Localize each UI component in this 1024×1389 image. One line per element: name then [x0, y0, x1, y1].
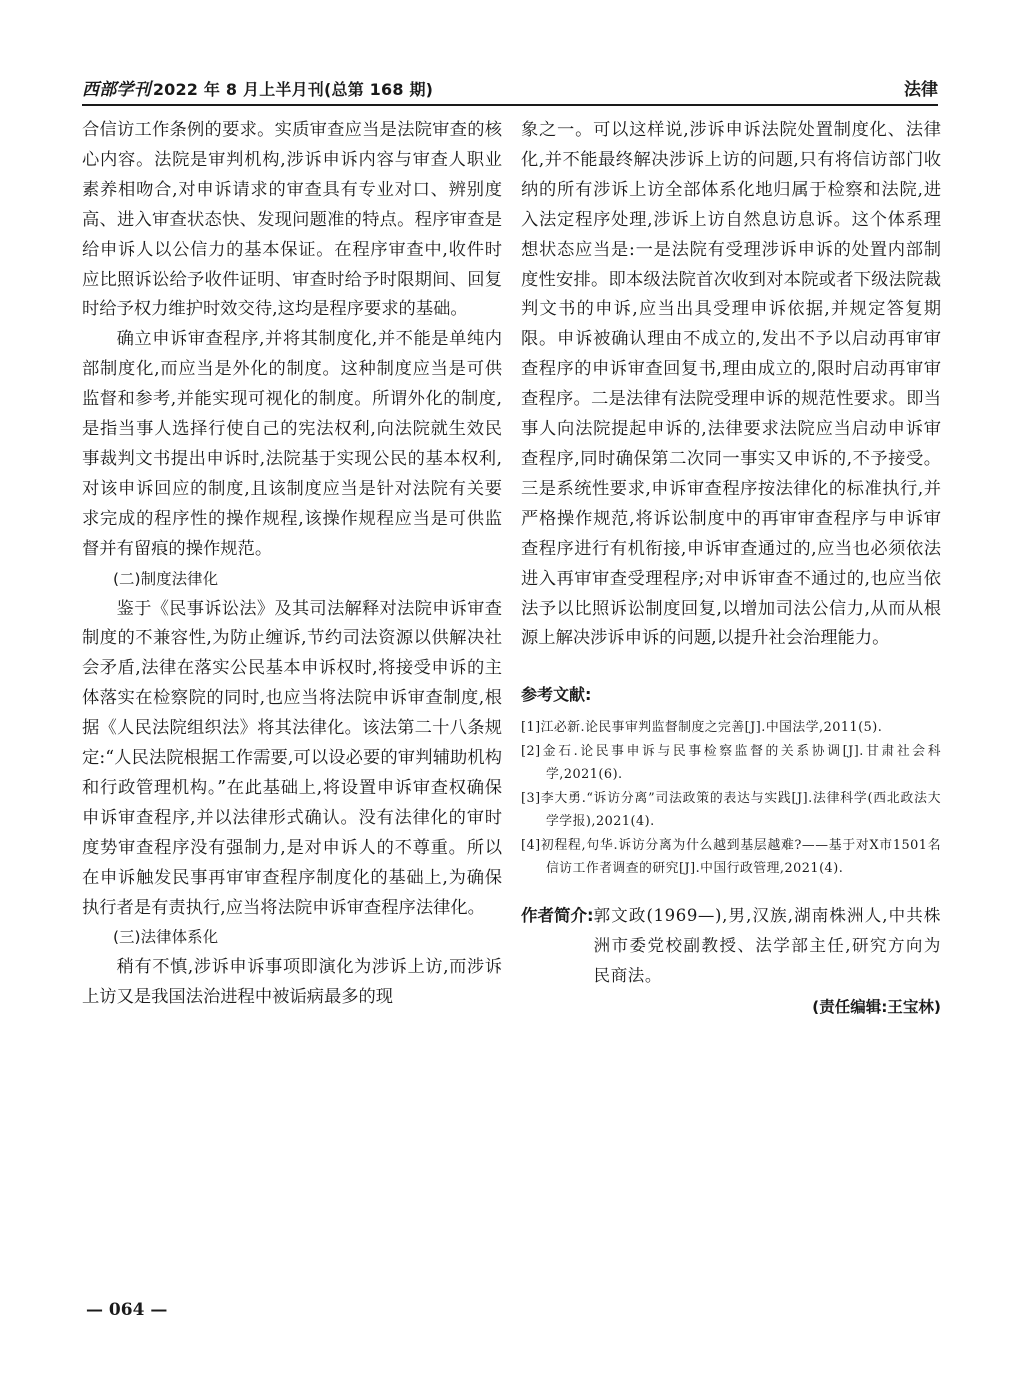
header-journal-info	[82, 75, 433, 100]
author-bio	[521, 901, 941, 991]
section-heading: (二)制度法律化	[113, 569, 219, 588]
reference-item: [1]江必新.论民事审判监督制度之完善[J].中国法学,2011(5).	[521, 720, 883, 736]
responsible-editor: (责任编辑:王宝林)	[812, 997, 941, 1016]
running-header	[82, 72, 938, 106]
section-name: 法律	[904, 80, 938, 100]
reference-item: [2]金石.论民事申诉与民事检察监督的关系协调[J].甘肃社会科学,2021(6).	[521, 743, 941, 783]
paragraph: 鉴于《民事诉讼法》及其司法解释对法院申诉审查制度的不兼容性,为防止缠诉,节约司法资源以供解决社会矛盾,法律在落实公民基本申诉权时,将接受申诉的主体落实在检察院的同时,也应当将法院申诉审查制度,根据《人民法院组织法》将其法律化。该法第二十八条规定:“人民法院根据工作需要,可以设必要的审判辅助机构和行政管理机构。”在此基础上,将设置申诉审查权确保申诉审查程序,并以法律形式确认。没有法律化的审时度势审查程序没有强制力,是对申诉人的不尊重。所以在申诉触发民事再审审查程序制度化的基础上,为确保执行者是有责执行,应当将法院申诉审查程序法律化。	[82, 598, 502, 918]
page-number: — 064 —	[86, 1300, 168, 1320]
paragraph: 确立申诉审查程序,并将其制度化,并不能是单纯内部制度化,而应当是外化的制度。这种制度应当是可供监督和参考,并能实现可视化的制度。所谓外化的制度,是指当事人选择行使自己的宪法权利,向法院就生效民事裁判文书提出申诉时,法院基于实现公民的基本权利,对该申诉回应的制度,且该制度应当是针对法院有关要求完成的程序性的操作规程,该操作规程应当是可供监督并有留痕的操作规范。	[82, 329, 502, 559]
issue-info: 2022 年 8 月上半月刊(总第 168 期)	[152, 80, 434, 99]
paragraph: 合信访工作条例的要求。实质审查应当是法院审查的核心内容。法院是审判机构,涉诉申诉内容与审查人职业素养相吻合,对申诉请求的审查具有专业对口、辨别度高、进入审查状态快、发现问题准的特点。程序审查是给申诉人以公信力的基本保证。在程序审查中,收件时应比照诉讼给予收件证明、审查时给予时限期间、回复时给予权力维护时效交待,这均是程序要求的基础。	[82, 120, 502, 320]
author-label: 作者简介:	[521, 905, 594, 925]
paragraph: 稍有不慎,涉诉申诉事项即演化为涉诉上访,而涉诉上访又是我国法治进程中被诟病最多的现	[82, 957, 502, 1008]
paragraph: 象之一。可以这样说,涉诉申诉法院处置制度化、法律化,并不能最终解决涉诉上访的问题,只有将信访部门收纳的所有涉诉上访全部体系化地归属于检察和法院,进入法定程序处理,涉诉上访自然息访息诉。这个体系理想状态应当是:一是法院有受理涉诉申诉的处置内部制度性安排。即本级法院首次收到对本院或者下级法院裁判文书的申诉,应当出具受理申诉依据,并规定答复期限。申诉被确认理由不成立的,发出不予以启动再审审查程序的申诉审查回复书,理由成立的,限时启动再审审查程序。二是法律有法院受理申诉的规范性要求。即当事人向法院提起申诉的,法律要求法院应当启动申诉审查程序,同时确保第二次同一事实又申诉的,不予接受。三是系统性要求,申诉审查程序按法律化的标准执行,并严格操作规范,将诉讼制度中的再审审查程序与申诉审查程序进行有机衔接,申诉审查通过的,应当也必须依法进入再审审查受理程序;对申诉审查不通过的,也应当依法予以比照诉讼制度回复,以增加司法公信力,从而从根源上解决涉诉申诉的问题,以提升社会治理能力。	[521, 120, 941, 649]
reference-item: [3]李大勇.“诉访分离”司法政策的表达与实践[J].法律科学(西北政法大学学报),2021(4).	[521, 790, 941, 830]
reference-list	[521, 716, 941, 881]
journal-logo: 西部学刊	[82, 80, 151, 100]
left-column	[82, 116, 502, 1013]
author-text: 郭文政(1969—),男,汉族,湖南株洲人,中共株洲市委党校副教授、法学部主任,研究方向为民商法。	[593, 905, 941, 985]
references-heading: 参考文献:	[521, 685, 592, 705]
section-heading: (三)法律体系化	[113, 928, 219, 947]
reference-item: [4]初程程,句华.诉访分离为什么越到基层越难?——基于对X市1501名信访工作者调查的研究[J].中国行政管理,2021(4).	[521, 837, 941, 877]
right-column	[521, 116, 941, 1023]
